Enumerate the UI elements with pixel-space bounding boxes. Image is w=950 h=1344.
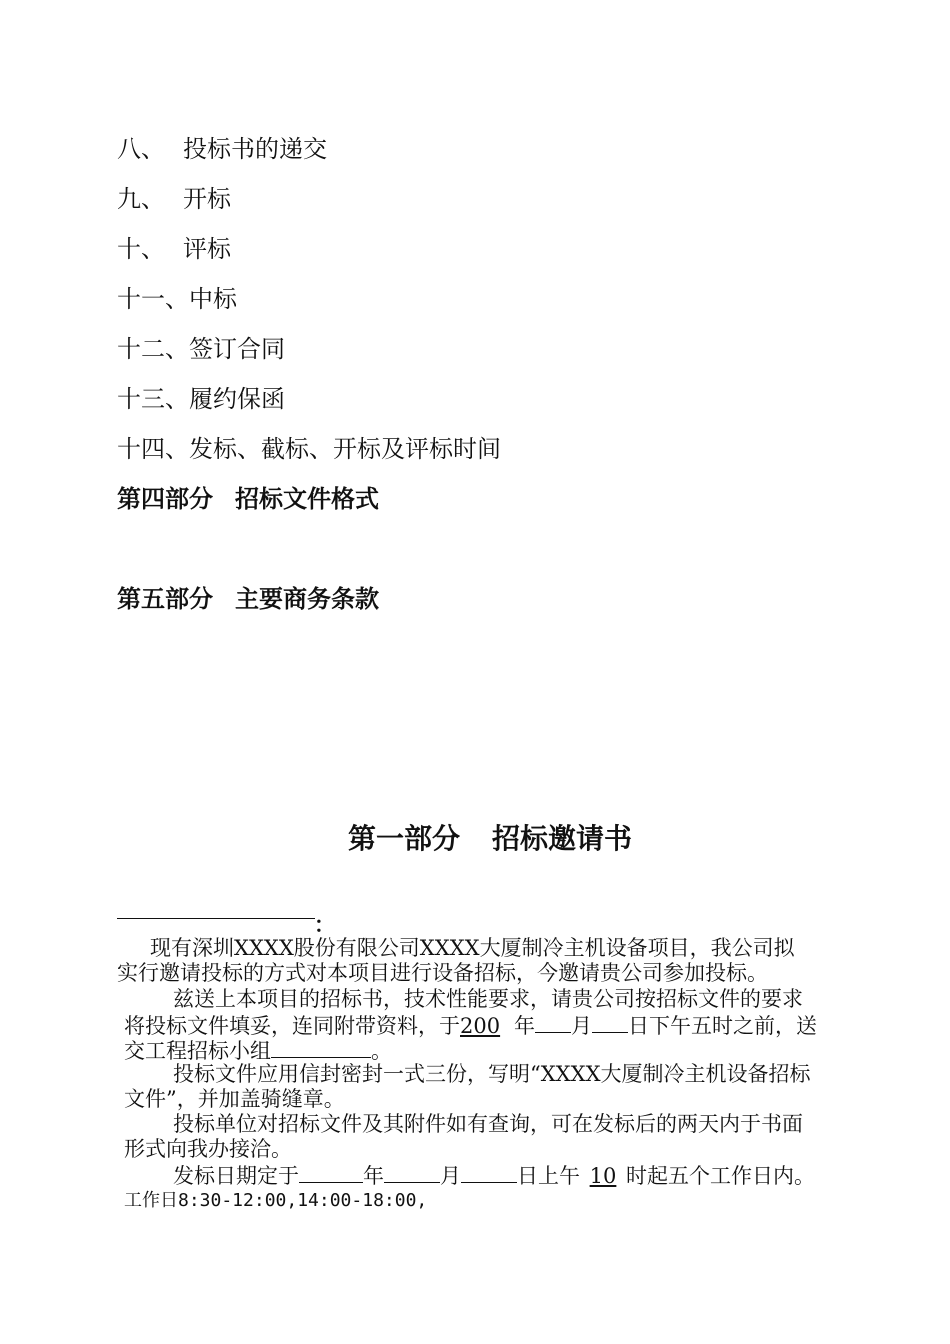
text-run: 交工程招标小组	[124, 1039, 271, 1063]
part-heading	[117, 584, 379, 614]
paragraph-line: 文件”，并加盖骑缝章。	[124, 1087, 345, 1111]
toc-item	[117, 334, 285, 364]
text-run: 。	[371, 1039, 392, 1063]
part-heading	[117, 484, 379, 514]
toc-item	[117, 434, 501, 464]
toc-text: 发标、截标、开标及评标时间	[189, 435, 501, 463]
paragraph-line: 实行邀请投标的方式对本项目进行设备招标，今邀请贵公司参加投标。	[117, 961, 768, 985]
text-run: 日上午	[517, 1164, 580, 1188]
paragraph-line	[124, 1037, 392, 1064]
salutation-colon: ：	[314, 912, 335, 937]
paragraph-line: 投标单位对招标文件及其附件如有查询，可在发标后的两天内于书面	[173, 1112, 803, 1136]
year-prefix: 200	[460, 1014, 501, 1038]
group-blank	[271, 1037, 371, 1058]
day-blank	[592, 1012, 628, 1033]
toc-number: 十、	[117, 235, 165, 263]
part-title: 招标文件格式	[235, 484, 379, 513]
toc-text: 中标	[189, 285, 237, 313]
toc-item	[117, 134, 327, 164]
part-number: 第四部分	[117, 484, 213, 513]
part-title: 主要商务条款	[235, 584, 379, 613]
toc-number: 十二、	[117, 335, 189, 363]
toc-number: 八、	[117, 135, 165, 163]
section-title	[0, 822, 950, 856]
toc-number: 九、	[117, 185, 165, 213]
text-run: 年	[363, 1164, 384, 1188]
paragraph-line: 兹送上本项目的招标书，技术性能要求，请贵公司按招标文件的要求	[173, 987, 803, 1011]
toc-item	[117, 384, 285, 414]
text-run: 年	[514, 1014, 535, 1038]
toc-text: 履约保函	[189, 385, 285, 413]
toc-item	[117, 234, 231, 264]
toc-text: 开标	[183, 185, 231, 213]
month-blank	[535, 1012, 571, 1033]
toc-text: 签订合同	[189, 335, 285, 363]
toc-item	[117, 184, 231, 214]
toc-text: 评标	[183, 235, 231, 263]
section-number: 第一部分	[347, 822, 460, 855]
text-run: 月	[571, 1014, 592, 1038]
toc-number: 十一、	[117, 285, 189, 313]
start-hour: 10	[589, 1164, 617, 1188]
text-run: 时起五个工作日内。	[626, 1164, 815, 1188]
toc-text: 投标书的递交	[183, 135, 327, 163]
toc-number: 十四、	[117, 435, 189, 463]
paragraph-line: 形式向我办接洽。	[124, 1137, 292, 1161]
working-hours-text: 工作日8:30-12:00,14:00-18:00,	[124, 1190, 428, 1211]
part-number: 第五部分	[117, 584, 213, 613]
toc-number: 十三、	[117, 385, 189, 413]
toc-item	[117, 284, 237, 314]
working-hours	[124, 1187, 427, 1213]
paragraph-line: 投标文件应用信封密封一式三份，写明“XXXX大厦制冷主机设备招标	[173, 1062, 811, 1086]
paragraph-line	[124, 1012, 817, 1039]
text-run: 发标日期定于	[173, 1164, 299, 1188]
month-blank	[384, 1162, 440, 1183]
year-blank	[299, 1162, 363, 1183]
text-run: 日下午五时之前，送	[628, 1014, 817, 1038]
recipient-blank	[117, 918, 315, 919]
text-run: 将投标文件填妥，连同附带资料，于	[124, 1014, 460, 1038]
day-blank	[461, 1162, 517, 1183]
section-title-text: 招标邀请书	[492, 822, 633, 855]
text-run: 月	[440, 1164, 461, 1188]
paragraph-line	[173, 1162, 815, 1189]
paragraph-line: 现有深圳XXXX股份有限公司XXXX大厦制冷主机设备项目，我公司拟	[150, 936, 795, 960]
